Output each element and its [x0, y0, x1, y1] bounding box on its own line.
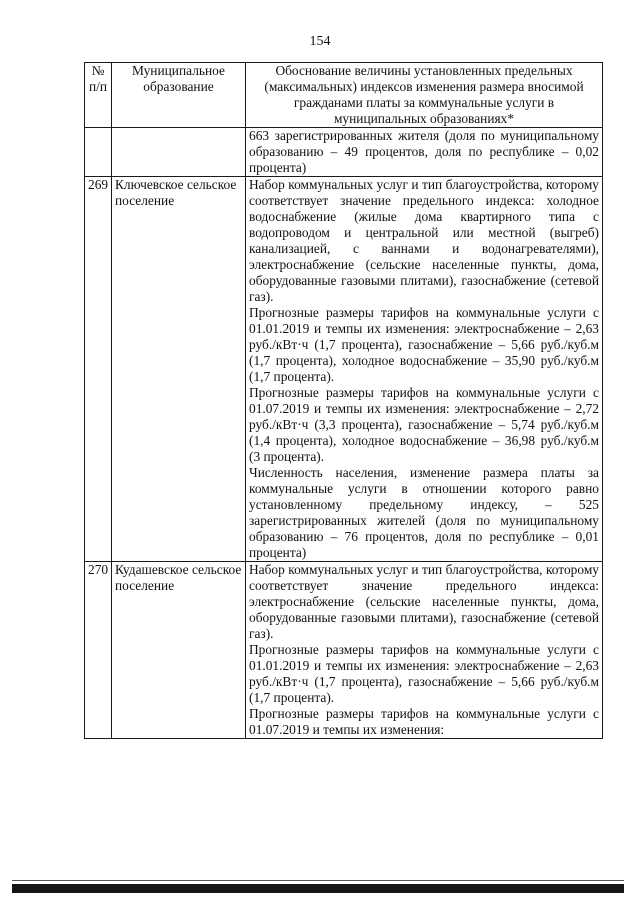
scan-edge-bar — [12, 884, 624, 893]
paragraph: 663 зарегистрированных жителя (доля по муниципальному образованию – 49 процентов, доля по республике – 0,02 процента) — [249, 128, 599, 175]
scan-edge-line — [12, 880, 624, 881]
paragraph: Прогнозные размеры тарифов на коммунальные услуги с 01.01.2019 и темпы их изменения: электроснабжение – 2,63 руб./кВт·ч (1,7 процента), газоснабжение – 5,66 руб./куб.м (1,7 процента). — [249, 642, 599, 705]
municipality-name: Ключевское сельское поселение — [112, 177, 246, 562]
paragraph: Прогнозные размеры тарифов на коммунальные услуги с 01.07.2019 и темпы их изменения: — [249, 706, 599, 737]
tariff-table — [84, 62, 603, 739]
row-number: 269 — [85, 177, 112, 562]
paragraph: Прогнозные размеры тарифов на коммунальные услуги с 01.01.2019 и темпы их изменения: электроснабжение – 2,63 руб./кВт·ч (1,7 процента), газоснабжение – 5,66 руб./куб.м (1,7 процента), холодное водоснабжение – 35,90 руб./куб.м (1,7 процента). — [249, 305, 599, 384]
paragraph: Набор коммунальных услуг и тип благоустройства, которому соответствует значение предельного индекса: холодное водоснабжение (жилые дома квартирного типа с водопроводом и центральной или местной (выгреб) канализацией, с ваннами и водонагревателями), электроснабжение (сельские населенные пункты, дома, оборудованные газовыми плитами), газоснабжение (сетевой газ). — [249, 177, 599, 304]
cell-justification — [246, 128, 603, 177]
page-number: 154 — [309, 34, 331, 49]
municipality-name: Кудашевское сельское поселение — [112, 562, 246, 739]
cell-justification — [246, 177, 603, 562]
cell-municipality-empty — [112, 128, 246, 177]
header-justification: Обоснование величины установленных предельных (максимальных) индексов изменения размера вносимой гражданами платы за коммунальные услуги в муниципальных образованиях* — [246, 63, 603, 128]
cell-num-empty — [85, 128, 112, 177]
table-header-row — [85, 63, 603, 128]
paragraph: Прогнозные размеры тарифов на коммунальные услуги с 01.07.2019 и темпы их изменения: электроснабжение – 2,72 руб./кВт·ч (3,3 процента), газоснабжение – 5,74 руб./куб.м (1,4 процента), холодное водоснабжение – 36,98 руб./куб.м (3 процента). — [249, 385, 599, 464]
header-municipality: Муниципальное образование — [112, 63, 246, 128]
table-row — [85, 562, 603, 739]
paragraph: Набор коммунальных услуг и тип благоустройства, которому соответствует значение предельного индекса: электроснабжение (сельские населенные пункты, дома, оборудованные газовыми плитами), газоснабжение (сетевой газ). — [249, 562, 599, 641]
paragraph: Численность населения, изменение размера платы за коммунальные услуги в отношении которого равно установленному предельному индексу, – 525 зарегистрированных жителей (доля по муниципальному образованию – 76 процентов, доля по республике – 0,01 процента) — [249, 465, 599, 560]
table-row-continuation — [85, 128, 603, 177]
cell-justification — [246, 562, 603, 739]
row-number: 270 — [85, 562, 112, 739]
table-row — [85, 177, 603, 562]
header-num: № п/п — [85, 63, 112, 128]
